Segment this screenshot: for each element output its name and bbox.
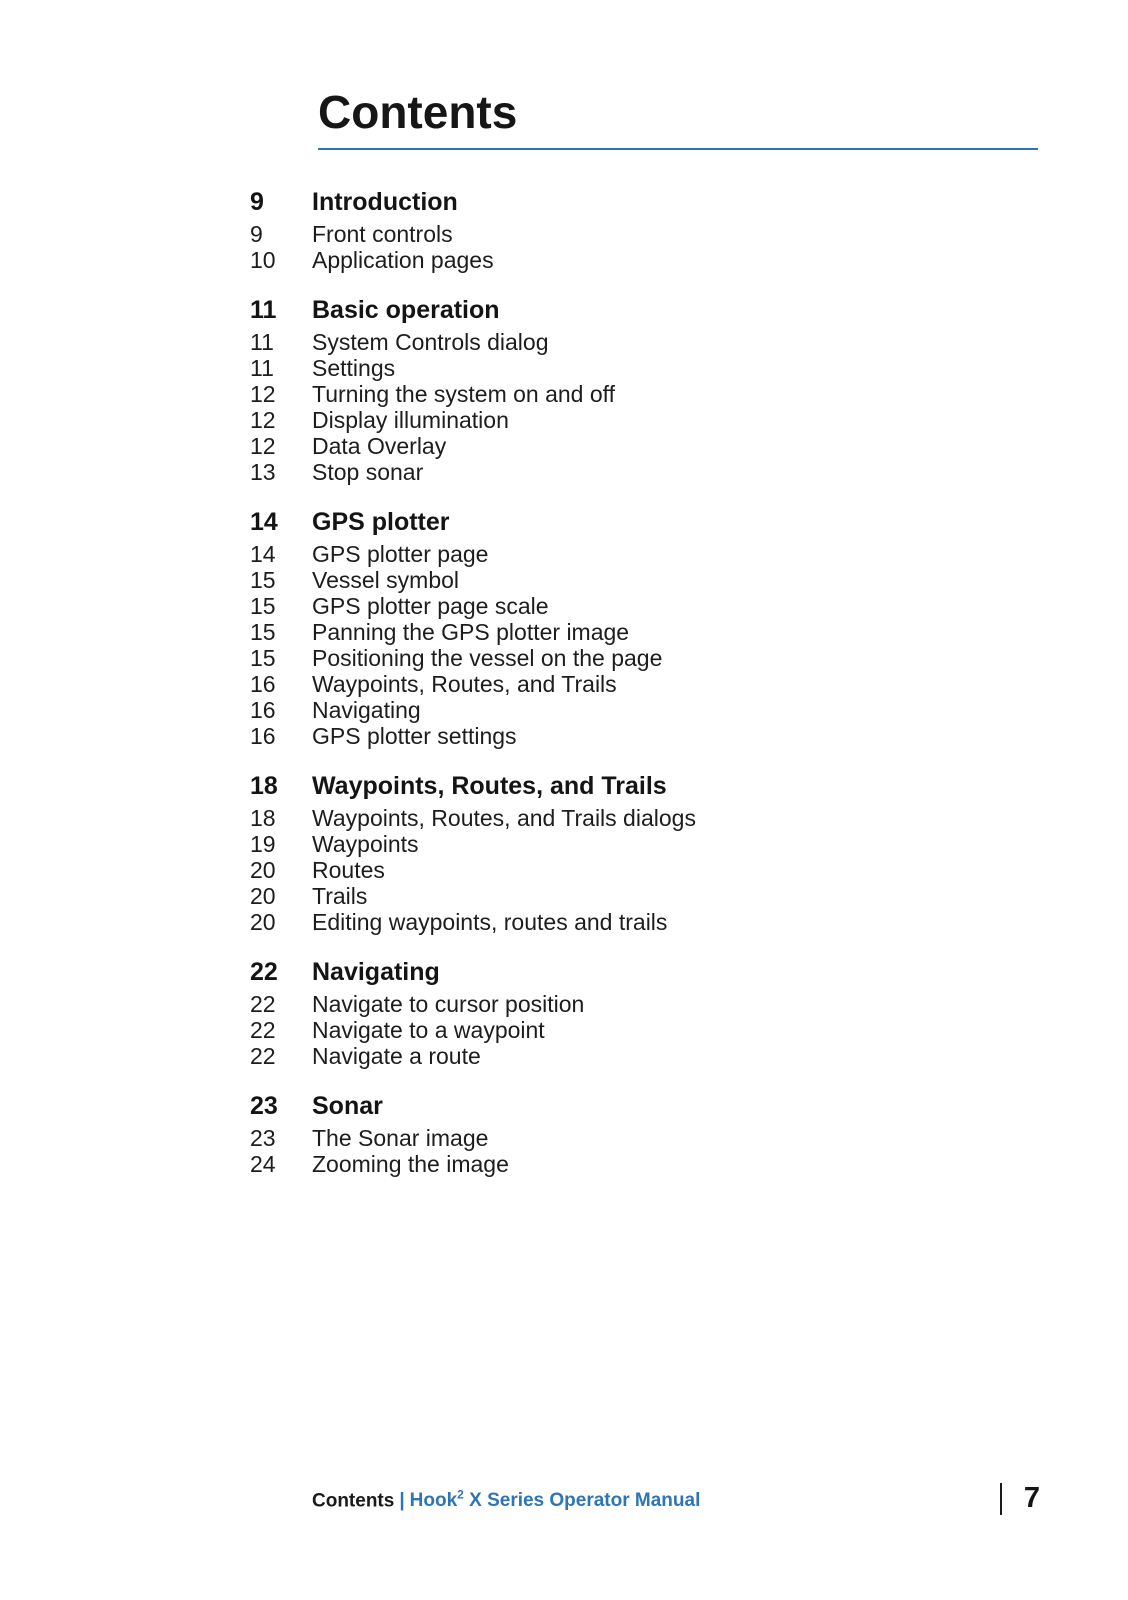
toc-entry-row[interactable]: [250, 409, 1050, 432]
toc-entry-label: Settings: [312, 355, 396, 381]
toc-entry-label: Stop sonar: [312, 459, 424, 485]
toc-entry-row[interactable]: [250, 885, 1050, 908]
toc-entry-label: Navigate to cursor position: [312, 991, 585, 1017]
toc-entry-label: Application pages: [312, 247, 494, 273]
toc-chapter-title: Sonar: [312, 1092, 383, 1120]
toc-entry-row[interactable]: [250, 461, 1050, 484]
toc-entry-row[interactable]: [250, 1153, 1050, 1176]
toc-entry-page-number: 22: [250, 1043, 276, 1069]
toc-chapter-page-number: 14: [250, 508, 278, 536]
toc-entry-page-number: 12: [250, 433, 276, 459]
toc-entry-row[interactable]: [250, 595, 1050, 618]
toc-entry-page-number: 16: [250, 723, 276, 749]
toc-entry-page-number: 14: [250, 541, 276, 567]
toc-entry-row[interactable]: [250, 543, 1050, 566]
toc-entry-row[interactable]: [250, 699, 1050, 722]
toc-entry-label: Editing waypoints, routes and trails: [312, 909, 668, 935]
page-footer: [0, 1482, 1128, 1522]
toc-chapter-row[interactable]: [250, 510, 1050, 535]
toc-entry-label: System Controls dialog: [312, 329, 549, 355]
toc-entry-label: Navigate a route: [312, 1043, 481, 1069]
toc-entry-row[interactable]: [250, 357, 1050, 380]
toc-chapter-row[interactable]: [250, 960, 1050, 985]
toc-entry-page-number: 24: [250, 1151, 276, 1177]
footer-section-label: Contents: [312, 1490, 395, 1512]
toc-chapter-title: Waypoints, Routes, and Trails: [312, 772, 667, 800]
toc-entry-label: Display illumination: [312, 407, 509, 433]
toc-entry-row[interactable]: [250, 993, 1050, 1016]
toc-group: [250, 960, 1050, 1068]
toc-group: [250, 298, 1050, 484]
toc-entry-page-number: 11: [250, 329, 274, 355]
footer-manual-post: X Series Operator Manual: [463, 1490, 701, 1512]
toc-entry-label: Positioning the vessel on the page: [312, 645, 663, 671]
toc-chapter-title: Navigating: [312, 958, 440, 986]
toc-entry-label: Waypoints, Routes, and Trails: [312, 671, 617, 697]
toc-entry-row[interactable]: [250, 1019, 1050, 1042]
toc-entry-row[interactable]: [250, 1127, 1050, 1150]
toc-entry-label: Vessel symbol: [312, 567, 460, 593]
toc-chapter-title: Basic operation: [312, 296, 500, 324]
toc-entry-label: GPS plotter page scale: [312, 593, 549, 619]
toc-entry-page-number: 16: [250, 697, 276, 723]
toc-entry-page-number: 20: [250, 909, 276, 935]
footer-manual-title: [410, 1490, 701, 1511]
table-of-contents: [250, 190, 1050, 1179]
toc-entry-label: Routes: [312, 857, 385, 883]
toc-entry-label: Navigating: [312, 697, 421, 723]
footer-divider-bar: [1000, 1483, 1002, 1515]
toc-entry-row[interactable]: [250, 621, 1050, 644]
footer-page-number: 7: [1023, 1482, 1040, 1514]
toc-entry-row[interactable]: [250, 647, 1050, 670]
toc-entry-row[interactable]: [250, 725, 1050, 748]
footer-separator: |: [399, 1490, 405, 1512]
toc-entry-label: Navigate to a waypoint: [312, 1017, 545, 1043]
toc-entry-row[interactable]: [250, 569, 1050, 592]
toc-entry-page-number: 15: [250, 645, 276, 671]
page-header: [318, 88, 1038, 150]
toc-entry-page-number: 23: [250, 1125, 276, 1151]
footer-page-block: [1000, 1482, 1040, 1515]
toc-entry-label: Waypoints, Routes, and Trails dialogs: [312, 805, 696, 831]
toc-entry-label: Front controls: [312, 221, 453, 247]
toc-entry-row[interactable]: [250, 859, 1050, 882]
toc-entry-page-number: 20: [250, 883, 276, 909]
toc-entry-page-number: 16: [250, 671, 276, 697]
toc-entry-row[interactable]: [250, 807, 1050, 830]
toc-chapter-page-number: 22: [250, 958, 278, 986]
toc-entry-label: Data Overlay: [312, 433, 447, 459]
toc-entry-row[interactable]: [250, 911, 1050, 934]
page-title: Contents: [318, 86, 518, 138]
toc-entry-row[interactable]: [250, 331, 1050, 354]
toc-chapter-page-number: 11: [250, 296, 277, 324]
toc-entry-page-number: 19: [250, 831, 276, 857]
toc-entry-page-number: 10: [250, 247, 276, 273]
toc-chapter-row[interactable]: [250, 298, 1050, 323]
toc-entry-label: GPS plotter page: [312, 541, 489, 567]
toc-chapter-title: GPS plotter: [312, 508, 450, 536]
toc-entry-page-number: 12: [250, 407, 276, 433]
toc-entry-page-number: 13: [250, 459, 276, 485]
toc-chapter-row[interactable]: [250, 774, 1050, 799]
toc-entry-row[interactable]: [250, 435, 1050, 458]
toc-entry-page-number: 15: [250, 619, 276, 645]
footer-manual-pre: Hook: [409, 1490, 458, 1512]
toc-group: [250, 190, 1050, 272]
toc-entry-page-number: 15: [250, 567, 276, 593]
toc-chapter-row[interactable]: [250, 1094, 1050, 1119]
toc-entry-label: The Sonar image: [312, 1125, 489, 1151]
toc-entry-label: Zooming the image: [312, 1151, 509, 1177]
toc-entry-row[interactable]: [250, 383, 1050, 406]
toc-entry-row[interactable]: [250, 223, 1050, 246]
toc-entry-label: Waypoints: [312, 831, 419, 857]
toc-entry-label: GPS plotter settings: [312, 723, 517, 749]
toc-entry-label: Panning the GPS plotter image: [312, 619, 630, 645]
toc-entry-page-number: 11: [250, 355, 274, 381]
toc-entry-label: Trails: [312, 883, 368, 909]
toc-entry-row[interactable]: [250, 833, 1050, 856]
toc-entry-row[interactable]: [250, 673, 1050, 696]
toc-entry-page-number: 20: [250, 857, 276, 883]
toc-chapter-page-number: 18: [250, 772, 278, 800]
footer-caption: [312, 1488, 700, 1512]
toc-group: [250, 774, 1050, 934]
toc-entry-row[interactable]: [250, 1045, 1050, 1068]
toc-entry-page-number: 18: [250, 805, 276, 831]
toc-entry-page-number: 22: [250, 991, 276, 1017]
toc-chapter-row[interactable]: [250, 190, 1050, 215]
toc-entry-page-number: 15: [250, 593, 276, 619]
toc-entry-page-number: 9: [250, 221, 263, 247]
toc-entry-label: Turning the system on and off: [312, 381, 616, 407]
toc-chapter-title: Introduction: [312, 188, 458, 216]
toc-chapter-page-number: 23: [250, 1092, 278, 1120]
toc-entry-page-number: 22: [250, 1017, 276, 1043]
footer-manual-superscript: 2: [457, 1488, 464, 1502]
toc-entry-row[interactable]: [250, 249, 1050, 272]
toc-chapter-page-number: 9: [250, 188, 264, 216]
toc-group: [250, 1094, 1050, 1176]
toc-entry-page-number: 12: [250, 381, 276, 407]
title-underline-rule: [318, 148, 1038, 150]
toc-group: [250, 510, 1050, 748]
